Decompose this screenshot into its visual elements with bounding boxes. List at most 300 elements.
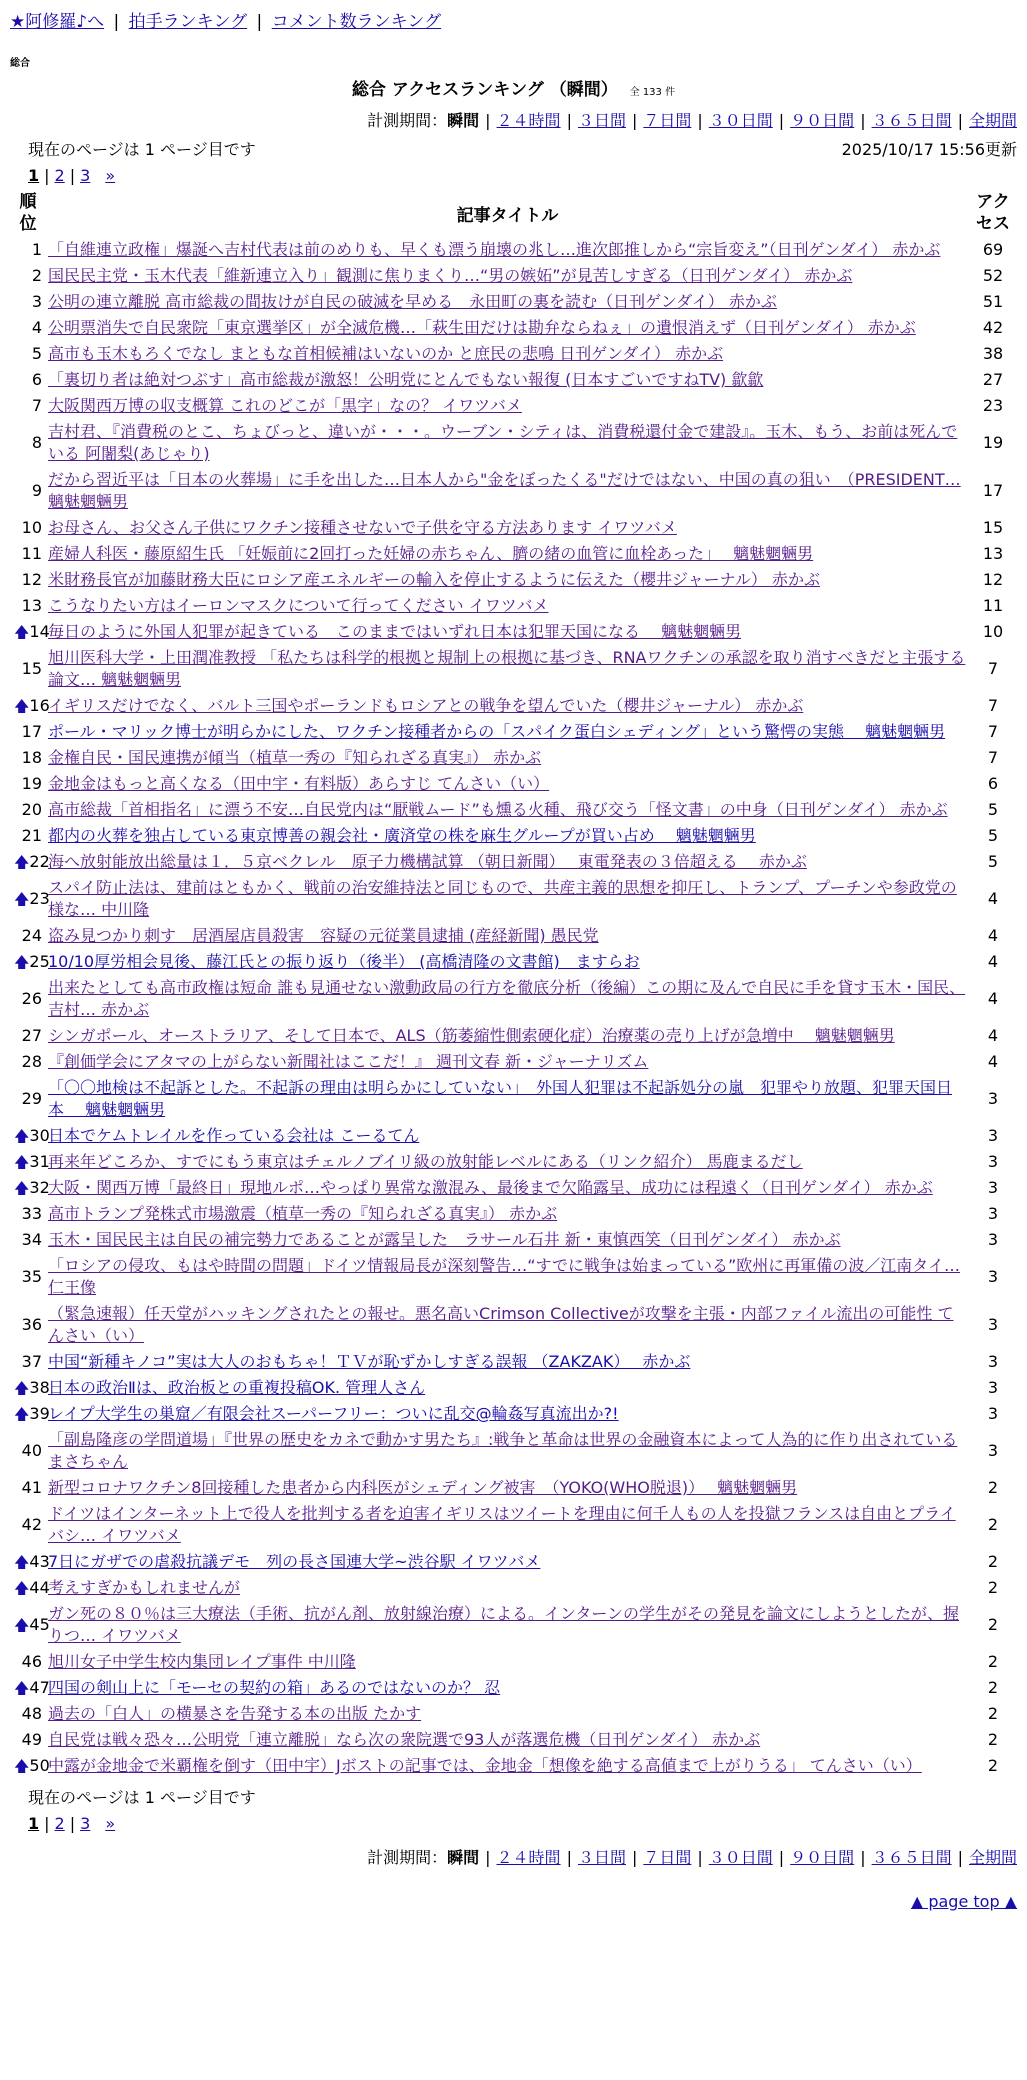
ranking-title — [10, 75, 1017, 100]
rank-number: 28 — [21, 1052, 42, 1071]
article-link[interactable]: 産婦人科医・藤原紹生氏 「妊娠前に2回打った妊婦の赤ちゃん、臍の緒の血管に血栓あった」 魑魅魍魎男 — [48, 544, 814, 563]
access-count: 7 — [987, 659, 999, 678]
title-cell — [46, 515, 969, 541]
table-row — [10, 923, 1017, 949]
article-link[interactable]: こうなりたい方はイーロンマスクについて行ってください イワツバメ — [48, 596, 549, 615]
clap-ranking-link[interactable]: 拍手ランキング — [128, 12, 248, 32]
article-link[interactable]: 新型コロナワクチン8回接種した患者から内科医がシェディング被害 （YOKO(WHO脱退)） 魑魅魍魎男 — [48, 1478, 798, 1497]
updated-time: 2025/10/17 15:56更新 — [841, 140, 1017, 159]
access-count: 5 — [987, 800, 999, 819]
period-separator: | — [860, 111, 866, 130]
rank-number: 45 — [29, 1615, 50, 1634]
access-count: 4 — [987, 1052, 999, 1071]
rank-cell — [10, 1675, 50, 1701]
title-cell — [46, 1375, 969, 1401]
access-count: 3 — [987, 1178, 999, 1197]
pager-page-link[interactable]: 3 — [80, 166, 91, 185]
section-label: 総合 — [10, 58, 30, 69]
comment-ranking-link[interactable]: コメント数ランキング — [271, 12, 442, 32]
rank-cell — [10, 1501, 46, 1549]
page-top-row — [10, 1892, 1017, 1911]
article-link[interactable]: 7日にガザでの虐殺抗議デモ 列の長さ国連大学~渋谷駅 イワツバメ — [48, 1552, 541, 1571]
article-link[interactable]: スパイ防止法は、建前はともかく、戦前の治安維持法と同じもので、共産主義的思想を抑圧し、トランプ、プーチンや参政党の様な… 中川隆 — [48, 878, 957, 919]
period-separator: | — [778, 1848, 785, 1867]
home-link[interactable]: ★阿修羅♪へ — [10, 12, 105, 32]
table-row — [10, 975, 1017, 1023]
pager-next-link[interactable]: » — [105, 166, 116, 185]
pager-page-link[interactable]: 2 — [54, 1814, 65, 1833]
title-cell — [46, 1149, 969, 1175]
article-link[interactable]: 「〇〇地検は不起訴とした。不起訴の理由は明らかにしていない」 外国人犯罪は不起訴処分の嵐 犯罪やり放題、犯罪天国日本 魑魅魍魎男 — [48, 1078, 953, 1119]
rank-cell — [10, 1601, 50, 1649]
article-link[interactable]: 大阪・関西万博「最終日」現地ルポ…やっぱり異常な激混み、最後まで欠陥露呈、成功には程遠く（日刊ゲンダイ） 赤かぶ — [48, 1178, 933, 1197]
rank-number: 2 — [31, 266, 42, 285]
table-row — [10, 619, 1017, 645]
period-link[interactable]: ２４時間 — [496, 111, 561, 130]
pager-separator: | — [44, 166, 50, 185]
rank-number: 5 — [31, 344, 42, 363]
table-row — [10, 593, 1017, 619]
rank-cell — [10, 1549, 50, 1575]
rank-number: 38 — [29, 1378, 50, 1397]
rank-up-arrow-icon: 🡅 — [14, 1553, 30, 1571]
table-row — [10, 393, 1017, 419]
rank-number: 23 — [29, 889, 50, 908]
pager-separator: | — [69, 166, 76, 185]
access-count: 6 — [987, 774, 999, 793]
ranking-table — [10, 189, 1017, 1779]
rank-number: 41 — [21, 1478, 42, 1497]
article-link[interactable]: ドイツはインターネット上で役人を批判する者を迫害イギリスはツイートを理由に何千人もの人を投獄フランスは自由とプライバシ… イワツバメ — [48, 1504, 956, 1545]
access-count: 2 — [987, 1615, 999, 1634]
period-selector-bottom — [10, 1845, 1017, 1868]
title-cell — [46, 1601, 969, 1649]
article-link[interactable]: ガン死の８０％は三大療法（手術、抗がん剤、放射線治療）による。インターンの学生がその発見を論文にしようとしたが、握りつ… イワツバメ — [48, 1604, 960, 1645]
rank-cell — [10, 467, 46, 515]
rank-number: 25 — [29, 952, 50, 971]
article-link[interactable]: 高市総裁「首相指名」に漂う不安…自民党内は“厭戦ムード”も燻る火種、飛び交う「怪文書」の中身（日刊ゲンダイ） 赤かぶ — [48, 800, 948, 819]
article-link[interactable]: 再来年どころか、すでにもう東京はチェルノブイリ級の放射能レベルにある（リンク紹介） 馬鹿まるだし — [48, 1152, 803, 1171]
title-cell — [46, 1475, 969, 1501]
access-count: 17 — [982, 481, 1004, 500]
access-count: 2 — [987, 1704, 999, 1723]
table-row — [10, 1123, 1017, 1149]
table-row — [10, 1227, 1017, 1253]
table-row — [10, 693, 1017, 719]
title-cell — [46, 1301, 969, 1349]
table-row — [10, 467, 1017, 515]
rank-cell — [10, 289, 46, 315]
article-link[interactable]: 玉木・国民民主は自民の補完勢力であることが露呈した ラサール石井 新・東慎西笑（日刊ゲンダイ） 赤かぶ — [48, 1230, 841, 1249]
title-cell — [46, 541, 969, 567]
table-row — [10, 771, 1017, 797]
access-count: 23 — [982, 396, 1004, 415]
period-separator: | — [566, 1848, 572, 1867]
rank-number: 49 — [21, 1730, 42, 1749]
table-row — [10, 1501, 1017, 1549]
table-row — [10, 367, 1017, 393]
nav-separator: | — [256, 12, 263, 32]
rank-number: 33 — [21, 1204, 42, 1223]
article-link[interactable]: 都内の火葬を独占している東京博善の親会社・廣済堂の株を麻生グループが買い占め 魑魅魍魎男 — [48, 826, 756, 845]
article-link[interactable]: 日本の政治Ⅱは、政治板との重複投稿OK. 管理人さん — [48, 1378, 426, 1397]
title-cell — [46, 1227, 969, 1253]
table-row — [10, 1175, 1017, 1201]
pager-page-link[interactable]: 2 — [54, 166, 65, 185]
rank-cell — [10, 1075, 46, 1123]
access-count: 4 — [987, 952, 999, 971]
period-link[interactable]: ９０日間 — [790, 1848, 855, 1867]
rank-number: 15 — [21, 659, 42, 678]
article-link[interactable]: 中国“新種キノコ”実は大人のおもちゃ！ＴＶが恥ずかしすぎる誤報 （ZAKZAK） 赤かぶ — [48, 1352, 691, 1371]
title-cell — [46, 1701, 969, 1727]
title-cell — [46, 1349, 969, 1375]
ranking-table-body — [10, 237, 1017, 1779]
rank-cell — [10, 567, 46, 593]
table-row — [10, 849, 1017, 875]
article-link[interactable]: 自民党は戦々恐々…公明党「連立離脱」なら次の衆院選で93人が落選危機（日刊ゲンダイ） 赤かぶ — [48, 1730, 761, 1749]
title-cell — [46, 975, 969, 1023]
title-cell — [46, 315, 969, 341]
table-row — [10, 237, 1017, 263]
pager-next-link[interactable]: » — [105, 1814, 116, 1833]
article-link[interactable]: ポール・マリック博士が明らかにした、ワクチン接種者からの「スパイク蛋白シェディング」という驚愕の実態 魑魅魍魎男 — [48, 722, 946, 741]
title-cell — [46, 1753, 969, 1779]
rank-cell — [10, 1023, 46, 1049]
rank-number: 47 — [29, 1678, 50, 1697]
access-count: 52 — [982, 266, 1004, 285]
period-link[interactable]: ３日間 — [577, 1848, 626, 1867]
article-link[interactable]: 高市も玉木もろくでなし まともな首相候補はいないのか と庶民の悲鳴 日刊ゲンダイ） 赤かぶ — [48, 344, 724, 363]
period-link[interactable]: ３６５日間 — [871, 1848, 952, 1867]
article-link[interactable]: イギリスだけでなく、バルト三国やポーランドもロシアとの戦争を望んでいた（櫻井ジャーナル） 赤かぶ — [48, 696, 804, 715]
article-link[interactable]: 公明の連立離脱 高市総裁の間抜けが自民の破滅を早める 永田町の裏を読む（日刊ゲンダイ） 赤かぶ — [48, 292, 777, 311]
rank-number: 7 — [31, 396, 42, 415]
table-row — [10, 541, 1017, 567]
article-link[interactable]: 吉村君、『消費税のとこ、ちょびっと、違いが・・・。ウーブン・シティは、消費税還付金で建設』。玉木、もう、お前は死んでいる 阿闍梨(あじゃり) — [48, 422, 958, 463]
period-separator: | — [957, 1848, 963, 1867]
title-cell — [46, 771, 969, 797]
period-link[interactable]: ９０日間 — [790, 111, 855, 130]
rank-cell — [10, 393, 46, 419]
rank-cell — [10, 745, 46, 771]
rank-number: 46 — [21, 1652, 42, 1671]
period-link[interactable]: ７日間 — [643, 111, 692, 130]
article-link[interactable]: 過去の「白人」の横暴さを告発する本の出版 たかす — [48, 1704, 422, 1723]
access-count: 2 — [987, 1756, 999, 1775]
title-cell — [46, 1175, 969, 1201]
title-cell — [46, 1427, 969, 1475]
access-count: 3 — [987, 1315, 999, 1334]
table-row — [10, 1075, 1017, 1123]
rank-cell — [10, 719, 46, 745]
article-link[interactable]: 10/10厚労相会見後、藤江氏との振り返り（後半） (高橋清隆の文書館) ますらお — [48, 952, 640, 971]
period-selector-top — [10, 108, 1017, 131]
access-count: 19 — [982, 433, 1004, 452]
article-link[interactable]: レイプ大学生の巣窟／有限会社スーパーフリー：ついに乱交@輪姦写真流出か?! — [48, 1404, 619, 1423]
rank-cell — [10, 923, 46, 949]
article-link[interactable]: 米財務長官が加藤財務大臣にロシア産エネルギーの輸入を停止するように伝えた（櫻井ジャーナル） 赤かぶ — [48, 570, 820, 589]
title-cell — [46, 693, 969, 719]
access-count: 2 — [987, 1515, 999, 1534]
rank-cell — [10, 1253, 46, 1301]
table-row — [10, 1253, 1017, 1301]
rank-number: 37 — [21, 1352, 42, 1371]
article-link[interactable]: 日本でケムトレイルを作っている会社は こーるてん — [48, 1126, 420, 1145]
table-row — [10, 1701, 1017, 1727]
article-link[interactable]: （緊急速報）任天堂がハッキングされたとの報せ。悪名高いCrimson Collectiveが攻撃を主張・内部ファイル流出の可能性 てんさい（い） — [48, 1304, 954, 1345]
pager-separator: | — [44, 1814, 50, 1833]
table-row — [10, 1649, 1017, 1675]
access-count: 4 — [987, 989, 999, 1008]
article-link[interactable]: 高市トランプ発株式市場激震（植草一秀の『知られざる真実』） 赤かぶ — [48, 1204, 558, 1223]
pager-separator: | — [69, 1814, 76, 1833]
title-cell — [46, 367, 969, 393]
access-count: 51 — [982, 292, 1004, 311]
rank-cell — [10, 949, 50, 975]
rank-number: 4 — [31, 318, 42, 337]
title-cell — [46, 393, 969, 419]
rank-number: 18 — [21, 748, 42, 767]
rank-cell — [10, 771, 46, 797]
table-row — [10, 1727, 1017, 1753]
title-cell — [46, 1401, 969, 1427]
rank-cell — [10, 1349, 46, 1375]
rank-up-arrow-icon: 🡅 — [14, 1179, 30, 1197]
table-row — [10, 1149, 1017, 1175]
access-count: 42 — [982, 318, 1004, 337]
article-link[interactable]: 「副島隆彦の学問道場」『世界の歴史をカネで動かす男たち』:戦争と革命は世界の金融資本によって人為的に作り出されているまさちゃん — [48, 1430, 958, 1471]
article-link[interactable]: 四国の剣山上に「モーセの契約の箱」あるのではないのか？ 忍 — [48, 1678, 501, 1697]
rank-cell — [10, 1123, 50, 1149]
period-link[interactable]: ７日間 — [643, 1848, 692, 1867]
article-link[interactable]: 金権自民・国民連携が傾当（植草一秀の『知られざる真実』） 赤かぶ — [48, 748, 542, 767]
rank-cell — [10, 1175, 50, 1201]
table-row — [10, 719, 1017, 745]
access-count: 10 — [982, 622, 1004, 641]
rank-cell — [10, 1701, 46, 1727]
table-row — [10, 315, 1017, 341]
rank-number: 21 — [21, 826, 42, 845]
period-link[interactable]: ３日間 — [577, 111, 626, 130]
pager-current-page: 1 — [28, 166, 40, 185]
rank-up-arrow-icon: 🡅 — [14, 1579, 30, 1597]
rank-up-arrow-icon: 🡅 — [14, 1679, 30, 1697]
access-count: 7 — [987, 696, 999, 715]
rank-number: 19 — [21, 774, 42, 793]
rank-number: 31 — [29, 1152, 50, 1171]
nav-separator: | — [113, 12, 120, 32]
title-cell — [46, 1649, 969, 1675]
rank-up-arrow-icon: 🡅 — [14, 853, 30, 871]
article-link[interactable]: 大阪関西万博の収支概算 これのどこが「黒字」なの？ イワツバメ — [48, 396, 522, 415]
title-cell — [46, 1575, 969, 1601]
rank-number: 13 — [21, 596, 42, 615]
title-cell — [46, 823, 969, 849]
rank-number: 22 — [29, 852, 50, 871]
rank-number: 17 — [21, 722, 42, 741]
ranking-title-text: 総合 アクセスランキング （瞬間） — [351, 80, 618, 100]
rank-cell — [10, 1227, 46, 1253]
access-count: 4 — [987, 926, 999, 945]
rank-up-arrow-icon: 🡅 — [14, 1757, 30, 1775]
table-row — [10, 1427, 1017, 1475]
article-link[interactable]: 中露が金地金で米覇権を倒す（田中宇）Jボストの記事では、金地金「想像を絶する高値まで上がりうる」 てんさい（い） — [48, 1756, 922, 1775]
table-header-row — [10, 189, 1017, 237]
period-link[interactable]: ３６５日間 — [871, 111, 952, 130]
title-cell — [46, 1549, 969, 1575]
article-link[interactable]: お母さん、お父さん子供にワクチン接種させないで子供を守る方法あります イワツバメ — [48, 518, 677, 537]
title-cell — [46, 593, 969, 619]
title-cell — [46, 719, 969, 745]
access-count: 38 — [982, 344, 1004, 363]
table-row — [10, 1601, 1017, 1649]
rank-up-arrow-icon: 🡅 — [14, 1405, 30, 1423]
rank-up-arrow-icon: 🡅 — [14, 1616, 30, 1634]
table-row — [10, 289, 1017, 315]
rank-cell — [10, 619, 50, 645]
title-cell — [46, 289, 969, 315]
table-row — [10, 645, 1017, 693]
article-link[interactable]: 「裏切り者は絶対つぶす」高市総裁が激怒！公明党にとんでもない報復 (日本すごいですねTV) 歙歙 — [48, 370, 764, 389]
table-row — [10, 419, 1017, 467]
access-count: 15 — [982, 518, 1004, 537]
title-cell — [46, 1675, 969, 1701]
article-link[interactable]: 盗み見つかり刺す 居酒屋店員殺害 容疑の元従業員逮捕 (産経新聞) 愚民党 — [48, 926, 599, 945]
rank-up-arrow-icon: 🡅 — [14, 890, 30, 908]
page-info-text-bottom: 現在のページは 1 ページ目です — [28, 1788, 256, 1807]
article-link[interactable]: 旭川医科大学・上田潤准教授 「私たちは科学的根拠と規制上の根拠に基づき、RNAワクチンの承認を取り消すべきだと主張する論文… 魑魅魍魎男 — [48, 648, 966, 689]
article-link[interactable]: 「自維連立政権」爆誕へ吉村代表は前のめりも、早くも漂う崩壊の兆し…進次郎推しから“宗旨変え”（日刊ゲンダイ） 赤かぶ — [48, 240, 941, 259]
rank-number: 14 — [29, 622, 50, 641]
article-link[interactable]: シンガポール、オーストラリア、そして日本で、ALS（筋萎縮性側索硬化症）治療薬の売り上げが急増中 魑魅魍魎男 — [48, 1026, 895, 1045]
title-cell — [46, 875, 969, 923]
rank-up-arrow-icon: 🡅 — [14, 1379, 30, 1397]
access-count: 2 — [987, 1652, 999, 1671]
access-count: 2 — [987, 1578, 999, 1597]
access-count: 12 — [982, 570, 1004, 589]
title-cell — [46, 949, 969, 975]
rank-number: 32 — [29, 1178, 50, 1197]
table-row — [10, 1049, 1017, 1075]
title-cell — [46, 1727, 969, 1753]
rank-number: 10 — [21, 518, 42, 537]
rank-number: 35 — [21, 1267, 42, 1286]
period-link[interactable]: ２４時間 — [496, 1848, 561, 1867]
rank-up-arrow-icon: 🡅 — [14, 623, 30, 641]
page-info-row — [10, 137, 1017, 160]
title-cell — [46, 1201, 969, 1227]
period-separator: | — [631, 1848, 638, 1867]
rank-cell — [10, 645, 46, 693]
rank-cell — [10, 593, 46, 619]
period-link[interactable]: ３０日間 — [708, 1848, 773, 1867]
article-link[interactable]: 金地金はもっと高くなる（田中宇・有料版）あらすじ てんさい（い） — [48, 774, 550, 793]
period-link[interactable]: 全期間 — [968, 1848, 1017, 1867]
article-link[interactable]: 旭川女子中学生校内集団レイプ事件 中川隆 — [48, 1652, 356, 1671]
rank-cell — [10, 1427, 46, 1475]
access-count: 2 — [987, 1478, 999, 1497]
title-cell — [46, 1501, 969, 1549]
rank-cell — [10, 823, 46, 849]
rank-number: 44 — [29, 1578, 50, 1597]
article-link[interactable]: 「ロシアの侵攻、もはや時間の問題」ドイツ情報局長が深刻警告…“すでに戦争は始まっている”欧州に再軍備の波／江南タイ… 仁王像 — [48, 1256, 960, 1297]
access-count: 2 — [987, 1730, 999, 1749]
access-count: 5 — [987, 826, 999, 845]
article-link[interactable]: 公明票消失で自民衆院「東京選挙区」が全滅危機…「萩生田だけは勘弁ならねぇ」の遺恨消えず（日刊ゲンダイ） 赤かぶ — [48, 318, 916, 337]
access-count: 3 — [987, 1089, 999, 1108]
rank-cell — [10, 315, 46, 341]
col-access-header: アクセス — [976, 192, 1010, 234]
rank-number: 3 — [31, 292, 42, 311]
access-count: 69 — [982, 240, 1004, 259]
rank-cell — [10, 1049, 46, 1075]
title-cell — [46, 567, 969, 593]
table-row — [10, 823, 1017, 849]
page-top-link[interactable]: ▲ page top ▲ — [910, 1892, 1017, 1911]
table-row — [10, 1349, 1017, 1375]
rank-cell — [10, 875, 50, 923]
access-count: 27 — [982, 370, 1004, 389]
article-link[interactable]: 考えすぎかもしれませんが — [48, 1578, 241, 1597]
article-link[interactable]: 国民民主党・玉木代表「維新連立入り」観測に焦りまくり…“男の嫉妬”が見苦しすぎる（日刊ゲンダイ） 赤かぶ — [48, 266, 853, 285]
pager-spacer — [90, 166, 105, 185]
rank-number: 29 — [21, 1089, 42, 1108]
table-row — [10, 1401, 1017, 1427]
top-nav — [10, 10, 1017, 34]
period-separator: | — [485, 1848, 491, 1867]
article-link[interactable]: 毎日のように外国人犯罪が起きている このままではいずれ日本は犯罪天国になる 魑魅魍魎男 — [48, 622, 742, 641]
table-row — [10, 341, 1017, 367]
pager-current-page: 1 — [28, 1814, 40, 1833]
rank-cell — [10, 263, 46, 289]
page-info-row-bottom — [10, 1785, 1017, 1808]
period-link[interactable]: 全期間 — [968, 111, 1017, 130]
rank-up-arrow-icon: 🡅 — [14, 697, 30, 715]
table-row — [10, 1375, 1017, 1401]
title-cell — [46, 467, 969, 515]
article-link[interactable]: 出来たとしても高市政権は短命 誰も見通せない激動政局の行方を徹底分析（後編）この期に及んで自民に手を貸す玉木・国民、吉村… 赤かぶ — [48, 978, 966, 1019]
pager-spacer — [90, 1814, 105, 1833]
rank-cell — [10, 541, 46, 567]
rank-cell — [10, 1301, 46, 1349]
rank-cell — [10, 237, 46, 263]
period-separator: | — [778, 111, 785, 130]
rank-number: 42 — [21, 1515, 42, 1534]
rank-number: 8 — [31, 433, 42, 452]
rank-cell — [10, 849, 50, 875]
period-link[interactable]: ３０日間 — [708, 111, 773, 130]
title-cell — [46, 1123, 969, 1149]
rank-cell — [10, 1201, 46, 1227]
table-row — [10, 1301, 1017, 1349]
access-count: 3 — [987, 1441, 999, 1460]
pager-page-link[interactable]: 3 — [80, 1814, 91, 1833]
table-row — [10, 745, 1017, 771]
article-link[interactable]: 『創価学会にアタマの上がらない新聞社はここだ！』 週刊文春 新・ジャーナリズム — [48, 1052, 649, 1071]
title-cell — [46, 923, 969, 949]
period-label: 計測期間： — [367, 1848, 448, 1867]
period-separator: | — [566, 111, 572, 130]
article-link[interactable]: 海へ放射能放出総量は１．５京ベクレル 原子力機構試算 （朝日新聞） 東電発表の３倍超える 赤かぶ — [48, 852, 807, 871]
rank-up-arrow-icon: 🡅 — [14, 953, 30, 971]
access-count: 13 — [982, 544, 1004, 563]
total-count: 全 133 件 — [629, 87, 676, 98]
title-cell — [46, 1075, 969, 1123]
rank-number: 43 — [29, 1552, 50, 1571]
article-link[interactable]: だから習近平は「日本の火葬場」に手を出した…日本人から"金をぼったくる"だけではない、中国の真の狙い （PRESIDENT… 魑魅魍魎男 — [48, 470, 961, 511]
period-current: 瞬間 — [447, 111, 480, 130]
